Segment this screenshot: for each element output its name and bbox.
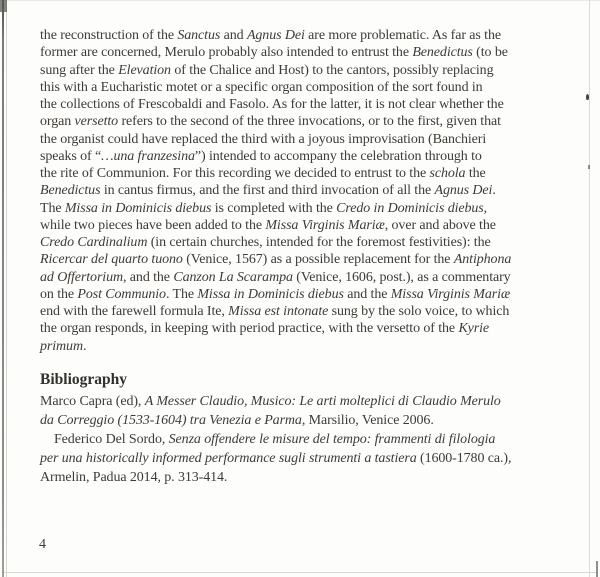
text-line: speaks of “…una franzesina”) intended to accompany the celebration through to [40, 148, 482, 164]
text-line: primum. [40, 338, 87, 354]
text-line: Ricercar del quarto tuono (Venice, 1567) as a possible replacement for the Antiphona [40, 252, 512, 268]
scan-speck [586, 94, 589, 100]
scan-corner-mark-bottom-right [596, 561, 598, 577]
text-line: on the Post Communio. The Missa in Dominicis diebus and the Missa Virginis Mariæ [40, 286, 511, 302]
scan-edge-left-dark [2, 0, 4, 577]
text-line: da Correggio (1533-1604) tra Venezia e Parma, Marsilio, Venice 2006. [40, 412, 434, 428]
scan-edge-left-light [6, 0, 7, 577]
bibliography-list [40, 392, 568, 487]
text-line: the collections of Frescobaldi and Fasolo. As for the latter, it is not clear whether the [40, 97, 504, 112]
bibliography-heading: Bibliography [40, 370, 127, 388]
text-line: per una historically informed performance sugli strumenti a tastiera (1600-1780 ca.), [40, 450, 512, 466]
text-line: this with a Eucharistic motet or a specific organ composition of the sort found in [40, 79, 483, 95]
text-line: the reconstruction of the Sanctus and Agnus Dei are more problematic. As far as the [40, 28, 501, 43]
scan-edge-top [0, 0, 600, 1]
text-line: the organ responds, in keeping with period practice, with the versetto of the Kyrie [40, 321, 490, 337]
text-line: Credo Cardinalium (in certain churches, intended for the foremost festivities): the [40, 235, 491, 250]
text-line: ad Offertorium, and the Canzon La Scarampa (Venice, 1606, post.), as a commentary [40, 269, 511, 285]
text-line: sung after the Elevation of the Chalice and Host) to the cantors, possibly replacing [40, 62, 494, 78]
text-line: the rite of Communion. For this recording we decided to entrust to the schola the [40, 166, 486, 181]
scan-edge-right [589, 0, 590, 577]
text-line: Benedictus in cantus firmus, and the first and third invocation of all the Agnus Dei. [40, 183, 496, 199]
text-line: end with the farewell formula Ite, Missa est intonate sung by the solo voice, to which [40, 304, 510, 319]
text-line: Marco Capra (ed), A Messer Claudio, Musico: Le arti molteplici di Claudio Merulo [40, 393, 501, 409]
page-text [40, 27, 568, 487]
scan-speck [588, 165, 590, 169]
text-line: The Missa in Dominicis diebus is completed with the Credo in Dominicis diebus, [40, 200, 488, 216]
text-line: while two pieces have been added to the Missa Virginis Mariæ, over and above the [40, 217, 496, 233]
text-line: Armelin, Padua 2014, p. 313-414. [40, 469, 228, 485]
text-line: Federico Del Sordo, Senza offendere le misure del tempo: frammenti di filologia [54, 431, 496, 447]
text-line: the organist could have replaced the third with a joyous improvisation (Banchieri [40, 131, 487, 147]
text-line: organ versetto refers to the second of the three invocations, or to the first, given that [40, 114, 501, 130]
body-paragraph [40, 27, 568, 355]
text-line: former are concerned, Merulo probably also intended to entrust the Benedictus (to be [40, 45, 508, 61]
scan-corner-mark-top-left [0, 0, 7, 12]
page-number: 4 [39, 537, 46, 552]
scan-edge-bottom [4, 572, 598, 573]
